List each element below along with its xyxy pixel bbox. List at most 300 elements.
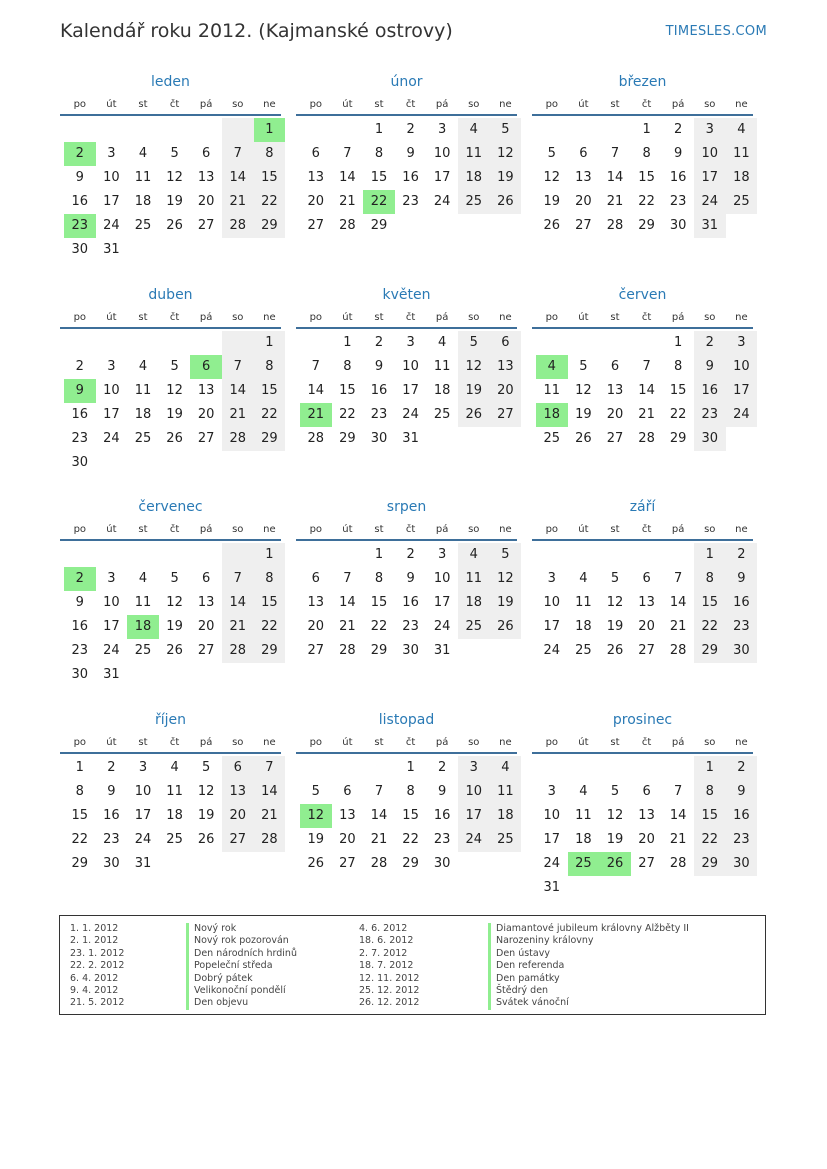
weekday-header bbox=[60, 94, 281, 116]
month-block bbox=[532, 710, 753, 923]
day-cell: 23 bbox=[726, 615, 758, 639]
weekday-label: út bbox=[578, 99, 589, 110]
empty-cell bbox=[363, 756, 395, 780]
holiday-day: 23 bbox=[64, 214, 96, 238]
empty-cell bbox=[222, 331, 254, 355]
legend-names-col-1 bbox=[186, 923, 297, 1010]
weekday-header bbox=[60, 307, 281, 329]
weekday-label: ne bbox=[499, 311, 512, 323]
month-name: duben bbox=[148, 286, 193, 303]
weekday-label: so bbox=[468, 99, 480, 110]
day-cell: 5 bbox=[202, 759, 211, 775]
day-cell: 19 bbox=[490, 591, 522, 615]
day-cell: 5 bbox=[490, 543, 522, 567]
weekday-label: pá bbox=[435, 311, 449, 323]
day-cell: 23 bbox=[669, 194, 687, 209]
legend-dates-col-1 bbox=[70, 923, 124, 1010]
weekday-label: st bbox=[138, 736, 148, 748]
holiday-day: 18 bbox=[536, 403, 568, 427]
day-cell: 24 bbox=[402, 406, 419, 422]
day-cell: 5 bbox=[458, 331, 490, 355]
day-cell: 8 bbox=[254, 567, 286, 591]
weekday-label: ne bbox=[499, 99, 512, 110]
day-cell: 20 bbox=[197, 619, 215, 634]
weekday-label: ne bbox=[735, 311, 748, 323]
day-cell: 23 bbox=[71, 430, 89, 446]
day-cell: 10 bbox=[103, 595, 120, 610]
day-cell: 14 bbox=[370, 807, 388, 823]
legend-date: 23. 1. 2012 bbox=[70, 947, 125, 959]
legend-holiday-name: Diamantové jubileum královny Alžběty II bbox=[488, 923, 689, 935]
weekday-label: ne bbox=[263, 524, 276, 535]
day-cell: 18 bbox=[490, 804, 522, 828]
day-cell: 16 bbox=[433, 807, 451, 823]
day-cell: 10 bbox=[433, 571, 451, 586]
holiday-day: 6 bbox=[190, 355, 222, 379]
day-cell: 25 bbox=[575, 643, 592, 658]
day-grid bbox=[296, 541, 517, 663]
day-cell: 7 bbox=[254, 756, 286, 780]
day-cell: 4 bbox=[138, 571, 148, 586]
day-cell: 1 bbox=[694, 543, 726, 567]
day-cell: 17 bbox=[103, 619, 120, 634]
weekday-header bbox=[296, 94, 517, 116]
day-cell: 2 bbox=[75, 358, 84, 374]
day-cell: 12 bbox=[458, 355, 490, 379]
weekday-header bbox=[532, 519, 753, 541]
day-cell: 9 bbox=[726, 567, 758, 591]
day-cell: 16 bbox=[71, 406, 89, 422]
weekday-label: pá bbox=[199, 99, 213, 110]
site-logo[interactable]: TIMESLES.COM bbox=[665, 24, 767, 39]
day-cell: 31 bbox=[103, 667, 120, 682]
weekday-label: st bbox=[610, 524, 620, 535]
legend-date: 9. 4. 2012 bbox=[70, 984, 119, 996]
day-cell: 13 bbox=[222, 780, 254, 804]
weekday-label: po bbox=[73, 736, 87, 748]
holiday-day: 22 bbox=[363, 190, 395, 214]
day-cell: 19 bbox=[307, 831, 325, 847]
day-cell: 8 bbox=[254, 142, 286, 166]
empty-cell bbox=[332, 756, 364, 780]
day-cell: 13 bbox=[307, 595, 325, 610]
day-cell: 3 bbox=[107, 571, 116, 586]
empty-cell bbox=[662, 543, 694, 567]
day-cell: 22 bbox=[254, 615, 286, 639]
weekday-label: st bbox=[374, 736, 384, 748]
empty-cell bbox=[300, 331, 332, 355]
day-cell: 22 bbox=[402, 831, 419, 847]
day-cell: 6 bbox=[202, 571, 211, 586]
day-cell: 13 bbox=[638, 595, 655, 610]
day-cell: 30 bbox=[71, 242, 89, 257]
day-cell: 8 bbox=[694, 780, 726, 804]
weekday-label: so bbox=[232, 99, 244, 110]
day-cell: 21 bbox=[370, 831, 388, 847]
day-cell: 7 bbox=[374, 783, 384, 799]
weekday-header bbox=[532, 307, 753, 329]
day-cell: 3 bbox=[458, 756, 490, 780]
day-cell: 10 bbox=[694, 142, 726, 166]
day-cell: 14 bbox=[606, 170, 624, 185]
weekday-label: út bbox=[106, 736, 117, 748]
empty-cell bbox=[96, 331, 128, 355]
day-cell: 12 bbox=[166, 170, 183, 185]
day-cell: 27 bbox=[197, 218, 215, 233]
day-cell: 23 bbox=[103, 831, 120, 847]
weekday-label: út bbox=[578, 524, 589, 535]
day-cell: 17 bbox=[726, 379, 758, 403]
day-cell: 19 bbox=[490, 166, 522, 190]
weekday-header bbox=[296, 732, 517, 754]
weekday-label: st bbox=[610, 99, 620, 110]
day-cell: 21 bbox=[339, 619, 356, 634]
day-cell: 17 bbox=[103, 406, 120, 422]
holiday-day: 2 bbox=[64, 142, 96, 166]
day-cell: 1 bbox=[374, 122, 384, 137]
day-cell: 8 bbox=[674, 358, 683, 374]
day-cell: 14 bbox=[339, 170, 356, 185]
weekday-label: čt bbox=[169, 99, 180, 110]
day-cell: 6 bbox=[579, 146, 588, 161]
day-cell: 8 bbox=[343, 358, 352, 374]
day-cell: 8 bbox=[406, 783, 415, 799]
day-cell: 24 bbox=[543, 643, 561, 658]
legend-date: 22. 2. 2012 bbox=[70, 960, 125, 972]
month-name: červenec bbox=[138, 499, 203, 515]
month-name: srpen bbox=[386, 499, 427, 515]
day-cell: 20 bbox=[307, 194, 325, 209]
day-cell: 7 bbox=[343, 571, 352, 586]
day-cell: 30 bbox=[669, 218, 687, 233]
weekday-label: so bbox=[468, 736, 480, 748]
day-cell: 16 bbox=[71, 194, 89, 209]
empty-cell bbox=[631, 756, 663, 780]
day-cell: 26 bbox=[606, 643, 624, 658]
day-cell: 28 bbox=[339, 643, 356, 658]
month-block bbox=[532, 285, 753, 498]
weekday-label: po bbox=[73, 99, 87, 110]
legend-date: 12. 11. 2012 bbox=[359, 972, 420, 984]
day-cell: 5 bbox=[170, 358, 179, 374]
day-cell: 14 bbox=[222, 166, 254, 190]
day-cell: 25 bbox=[458, 190, 490, 214]
day-cell: 15 bbox=[669, 382, 687, 398]
day-grid bbox=[296, 116, 517, 238]
day-cell: 28 bbox=[222, 639, 254, 663]
day-cell: 14 bbox=[307, 382, 325, 398]
legend-holiday-name: Den národních hrdinů bbox=[186, 948, 297, 960]
day-cell: 30 bbox=[694, 427, 726, 451]
month-name: květen bbox=[382, 286, 431, 303]
day-cell: 7 bbox=[674, 571, 683, 586]
day-cell: 3 bbox=[694, 118, 726, 142]
day-cell: 9 bbox=[107, 783, 116, 799]
day-cell: 5 bbox=[610, 571, 620, 586]
day-cell: 21 bbox=[222, 190, 254, 214]
day-cell: 9 bbox=[406, 146, 415, 161]
day-cell: 16 bbox=[402, 595, 419, 610]
weekday-label: st bbox=[138, 99, 148, 110]
day-cell: 12 bbox=[575, 382, 592, 398]
weekday-label: po bbox=[73, 524, 87, 535]
day-cell: 19 bbox=[166, 619, 183, 634]
day-cell: 3 bbox=[726, 331, 758, 355]
day-cell: 23 bbox=[694, 403, 726, 427]
day-cell: 25 bbox=[134, 430, 152, 446]
weekday-label: po bbox=[309, 736, 323, 748]
day-cell: 13 bbox=[197, 382, 215, 398]
day-cell: 2 bbox=[406, 547, 415, 562]
month-block bbox=[60, 72, 281, 285]
day-cell: 1 bbox=[674, 334, 683, 350]
day-cell: 8 bbox=[642, 146, 651, 161]
weekday-label: so bbox=[468, 311, 480, 323]
day-cell: 11 bbox=[433, 358, 451, 374]
legend-holiday-name: Den referenda bbox=[488, 960, 689, 972]
weekday-label: út bbox=[106, 311, 117, 323]
day-cell: 26 bbox=[490, 615, 522, 639]
day-cell: 21 bbox=[638, 406, 655, 422]
day-cell: 1 bbox=[75, 759, 84, 775]
day-cell: 6 bbox=[311, 571, 320, 586]
weekday-label: čt bbox=[405, 311, 416, 323]
empty-cell bbox=[536, 756, 568, 780]
weekday-label: st bbox=[610, 736, 620, 748]
legend-date: 18. 7. 2012 bbox=[359, 960, 414, 972]
weekday-label: čt bbox=[641, 99, 652, 110]
weekday-label: čt bbox=[405, 736, 416, 748]
holiday-day: 26 bbox=[599, 852, 631, 876]
day-cell: 28 bbox=[606, 218, 624, 233]
day-cell: 4 bbox=[438, 334, 447, 350]
empty-cell bbox=[159, 118, 191, 142]
weekday-header bbox=[296, 307, 517, 329]
empty-cell bbox=[190, 331, 222, 355]
day-cell: 28 bbox=[669, 855, 687, 871]
legend-date: 6. 4. 2012 bbox=[70, 972, 119, 984]
day-cell: 27 bbox=[638, 643, 655, 658]
day-cell: 20 bbox=[222, 804, 254, 828]
day-cell: 2 bbox=[726, 756, 758, 780]
day-cell: 24 bbox=[433, 619, 451, 634]
day-cell: 6 bbox=[343, 783, 352, 799]
day-cell: 19 bbox=[197, 807, 215, 823]
weekday-label: so bbox=[232, 311, 244, 323]
weekday-label: pá bbox=[671, 524, 685, 535]
weekday-label: čt bbox=[641, 524, 652, 535]
legend-dates-col-2 bbox=[359, 923, 419, 1010]
weekday-label: so bbox=[704, 99, 716, 110]
weekday-label: čt bbox=[169, 311, 180, 323]
day-cell: 17 bbox=[543, 619, 561, 634]
empty-cell bbox=[96, 118, 128, 142]
day-cell: 1 bbox=[254, 543, 286, 567]
day-cell: 31 bbox=[402, 430, 419, 446]
holiday-day: 4 bbox=[536, 355, 568, 379]
empty-cell bbox=[536, 118, 568, 142]
day-cell: 13 bbox=[606, 382, 624, 398]
day-cell: 11 bbox=[575, 807, 592, 823]
day-cell: 17 bbox=[458, 804, 490, 828]
day-cell: 24 bbox=[103, 218, 120, 233]
day-cell: 1 bbox=[254, 331, 286, 355]
weekday-label: ne bbox=[263, 311, 276, 323]
day-cell: 25 bbox=[490, 828, 522, 852]
day-cell: 2 bbox=[374, 334, 384, 350]
empty-cell bbox=[127, 543, 159, 567]
day-cell: 7 bbox=[222, 142, 254, 166]
day-cell: 5 bbox=[610, 783, 620, 799]
legend-holiday-name: Den objevu bbox=[186, 997, 297, 1009]
day-grid bbox=[60, 116, 281, 262]
day-cell: 28 bbox=[222, 214, 254, 238]
day-cell: 8 bbox=[694, 567, 726, 591]
day-cell: 11 bbox=[543, 382, 561, 398]
weekday-label: po bbox=[545, 311, 559, 323]
weekday-label: st bbox=[138, 524, 148, 535]
day-cell: 25 bbox=[134, 643, 152, 658]
day-cell: 10 bbox=[103, 382, 120, 398]
day-cell: 9 bbox=[674, 146, 683, 161]
empty-cell bbox=[222, 118, 254, 142]
legend-date: 18. 6. 2012 bbox=[359, 935, 414, 947]
day-cell: 20 bbox=[490, 379, 522, 403]
month-block bbox=[296, 497, 517, 710]
day-cell: 5 bbox=[311, 783, 320, 799]
empty-cell bbox=[599, 543, 631, 567]
legend-date: 26. 12. 2012 bbox=[359, 997, 420, 1009]
day-cell: 18 bbox=[575, 619, 592, 634]
weekday-header bbox=[532, 732, 753, 754]
day-cell: 18 bbox=[726, 166, 758, 190]
day-cell: 7 bbox=[222, 567, 254, 591]
month-name: září bbox=[629, 499, 656, 515]
day-cell: 29 bbox=[254, 427, 286, 451]
weekday-label: ne bbox=[263, 99, 276, 110]
day-cell: 5 bbox=[579, 358, 588, 374]
holiday-day: 1 bbox=[254, 118, 286, 142]
day-cell: 30 bbox=[71, 454, 89, 470]
day-cell: 29 bbox=[638, 218, 655, 233]
weekday-header bbox=[60, 519, 281, 541]
day-cell: 21 bbox=[606, 194, 624, 209]
day-cell: 18 bbox=[458, 591, 490, 615]
month-block bbox=[296, 710, 517, 923]
empty-cell bbox=[536, 331, 568, 355]
legend-names-col-2 bbox=[488, 923, 689, 1010]
day-cell: 8 bbox=[75, 783, 84, 799]
day-cell: 10 bbox=[103, 170, 120, 185]
empty-cell bbox=[159, 331, 191, 355]
day-cell: 11 bbox=[134, 170, 152, 185]
month-block bbox=[60, 710, 281, 923]
day-cell: 14 bbox=[339, 595, 356, 610]
empty-cell bbox=[662, 756, 694, 780]
day-cell: 17 bbox=[694, 166, 726, 190]
legend-holiday-name: Dobrý pátek bbox=[186, 973, 297, 985]
legend-holiday-name: Den památky bbox=[488, 973, 689, 985]
day-cell: 4 bbox=[138, 358, 148, 374]
empty-cell bbox=[599, 756, 631, 780]
day-cell: 1 bbox=[343, 334, 352, 350]
legend-date: 1. 1. 2012 bbox=[70, 923, 119, 934]
day-cell: 19 bbox=[606, 831, 624, 847]
weekday-label: čt bbox=[641, 736, 652, 748]
day-cell: 6 bbox=[642, 571, 651, 586]
day-cell: 6 bbox=[642, 783, 651, 799]
day-cell: 14 bbox=[669, 807, 687, 823]
day-cell: 28 bbox=[222, 427, 254, 451]
day-cell: 22 bbox=[254, 190, 286, 214]
day-cell: 8 bbox=[374, 571, 384, 586]
day-cell: 18 bbox=[166, 807, 183, 823]
weekday-label: čt bbox=[405, 524, 416, 535]
day-cell: 29 bbox=[669, 430, 687, 446]
day-cell: 24 bbox=[458, 828, 490, 852]
weekday-label: pá bbox=[671, 99, 685, 110]
day-cell: 24 bbox=[103, 643, 120, 658]
day-cell: 22 bbox=[71, 831, 89, 847]
month-block bbox=[60, 285, 281, 498]
day-cell: 31 bbox=[103, 242, 120, 257]
weekday-label: pá bbox=[671, 736, 685, 748]
day-cell: 1 bbox=[406, 759, 415, 775]
day-cell: 14 bbox=[222, 591, 254, 615]
day-cell: 19 bbox=[166, 194, 183, 209]
day-cell: 28 bbox=[307, 430, 325, 446]
day-cell: 14 bbox=[638, 382, 655, 398]
day-cell: 10 bbox=[134, 783, 152, 799]
day-cell: 3 bbox=[438, 547, 447, 562]
empty-cell bbox=[64, 118, 96, 142]
day-cell: 15 bbox=[254, 591, 286, 615]
day-cell: 20 bbox=[638, 619, 655, 634]
day-cell: 12 bbox=[166, 382, 183, 398]
day-cell: 22 bbox=[669, 406, 687, 422]
page-title: Kalendář roku 2012. (Kajmanské ostrovy) bbox=[60, 20, 453, 42]
weekday-label: st bbox=[610, 311, 620, 323]
day-cell: 7 bbox=[642, 358, 651, 374]
month-block bbox=[532, 72, 753, 285]
day-cell: 29 bbox=[370, 218, 388, 233]
day-cell: 20 bbox=[307, 619, 325, 634]
day-grid bbox=[60, 329, 281, 475]
day-cell: 25 bbox=[134, 218, 152, 233]
day-grid bbox=[296, 754, 517, 876]
day-cell: 29 bbox=[339, 430, 356, 446]
day-grid bbox=[532, 116, 753, 238]
day-cell: 28 bbox=[370, 855, 388, 871]
legend-holiday-name: Nový rok bbox=[186, 923, 297, 935]
day-cell: 14 bbox=[222, 379, 254, 403]
day-cell: 27 bbox=[490, 403, 522, 427]
month-block bbox=[60, 497, 281, 710]
day-cell: 17 bbox=[543, 831, 561, 847]
day-cell: 13 bbox=[638, 807, 655, 823]
empty-cell bbox=[64, 331, 96, 355]
day-cell: 25 bbox=[726, 190, 758, 214]
month-name: říjen bbox=[154, 711, 187, 728]
day-cell: 6 bbox=[202, 146, 211, 161]
day-grid bbox=[60, 754, 281, 876]
legend-holiday-name: Nový rok pozorován bbox=[186, 935, 297, 947]
day-cell: 7 bbox=[610, 146, 620, 161]
day-cell: 24 bbox=[103, 430, 120, 446]
day-cell: 12 bbox=[490, 567, 522, 591]
empty-cell bbox=[536, 543, 568, 567]
weekday-label: so bbox=[704, 311, 716, 323]
